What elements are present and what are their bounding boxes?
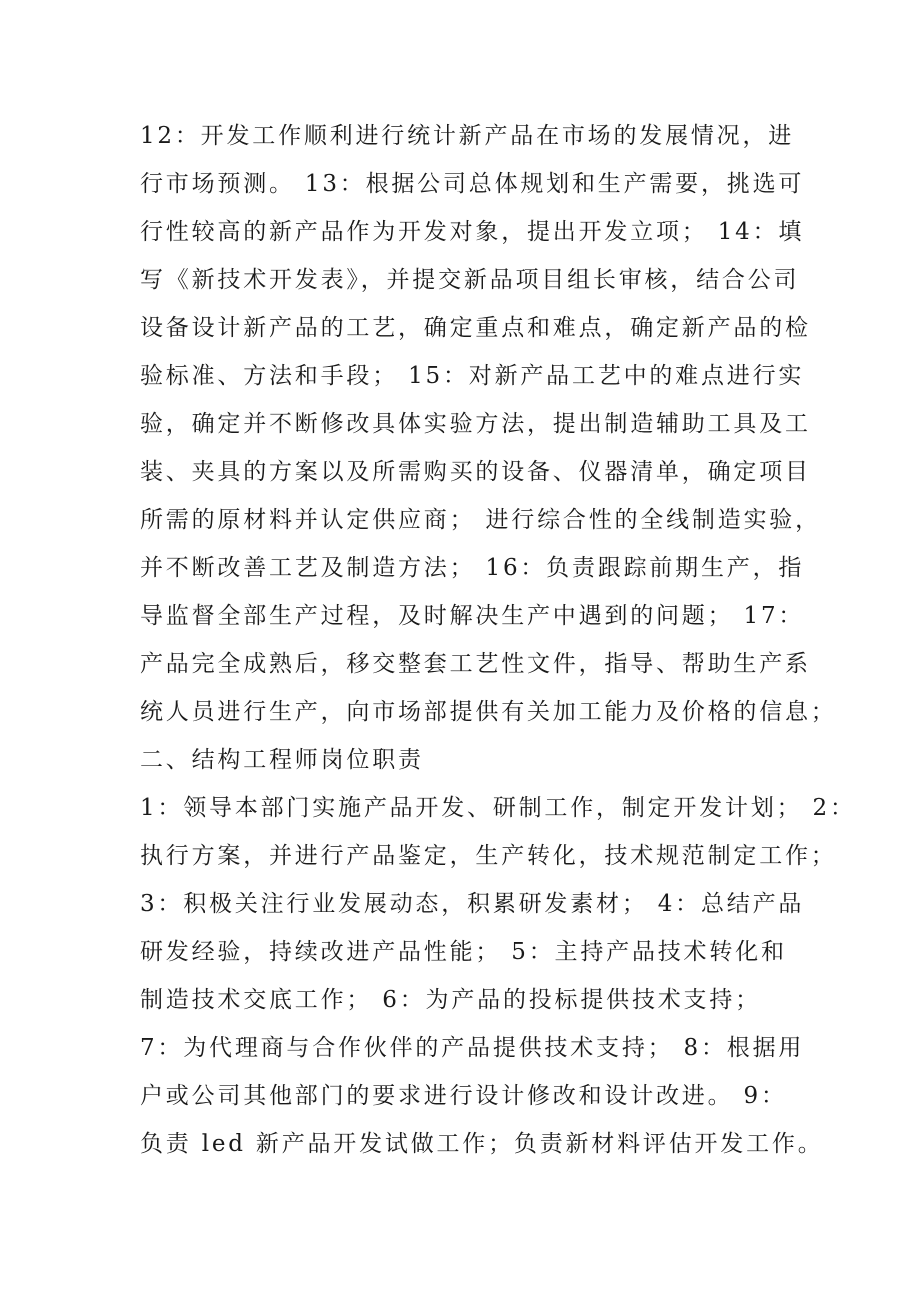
text-line: 3：积极关注行业发展动态，积累研发素材； 4：总结产品 <box>140 891 805 917</box>
text-line: 执行方案，并进行产品鉴定，生产转化，技术规范制定工作； <box>140 843 837 869</box>
text-line: 验标准、方法和手段； 15：对新产品工艺中的难点进行实 <box>140 363 805 389</box>
text-line: 研发经验，持续改进产品性能； 5：主持产品技术转化和 <box>140 939 787 965</box>
text-line: 负责 led 新产品开发试做工作；负责新材料评估开发工作。 <box>140 1131 824 1157</box>
text-line: 验，确定并不断修改具体实验方法，提出制造辅助工具及工 <box>140 411 811 437</box>
text-line: 7：为代理商与合作伙伴的产品提供技术支持； 8：根据用 <box>140 1035 805 1061</box>
text-line: 装、夹具的方案以及所需购买的设备、仪器清单，确定项目 <box>140 459 811 485</box>
text-line: 写《新技术开发表》，并提交新品项目组长审核，结合公司 <box>140 267 800 293</box>
section-heading: 二、结构工程师岗位职责 <box>140 747 424 773</box>
text-line: 12：开发工作顺利进行统计新产品在市场的发展情况，进 <box>140 123 795 149</box>
text-line: 行市场预测。 13：根据公司总体规划和生产需要，挑选可 <box>140 171 805 197</box>
text-line: 统人员进行生产，向市场部提供有关加工能力及价格的信息； <box>140 699 837 725</box>
text-line: 1：领导本部门实施产品开发、研制工作，制定开发计划； 2： <box>140 795 856 821</box>
text-line: 制造技术交底工作； 6：为产品的投标提供技术支持； <box>140 987 761 1013</box>
text-line: 设备设计新产品的工艺，确定重点和难点，确定新产品的检 <box>140 315 811 341</box>
text-line: 产品完全成熟后，移交整套工艺性文件，指导、帮助生产系 <box>140 651 811 677</box>
text-line: 所需的原材料并认定供应商； 进行综合性的全线制造实验， <box>140 507 821 533</box>
text-line: 导监督全部生产过程，及时解决生产中遇到的问题； 17： <box>140 603 805 629</box>
text-line: 行性较高的新产品作为开发对象，提出开发立项； 14：填 <box>140 219 805 245</box>
text-line: 户或公司其他部门的要求进行设计修改和设计改进。 9： <box>140 1083 787 1109</box>
text-line: 并不断改善工艺及制造方法； 16：负责跟踪前期生产，指 <box>140 555 805 581</box>
